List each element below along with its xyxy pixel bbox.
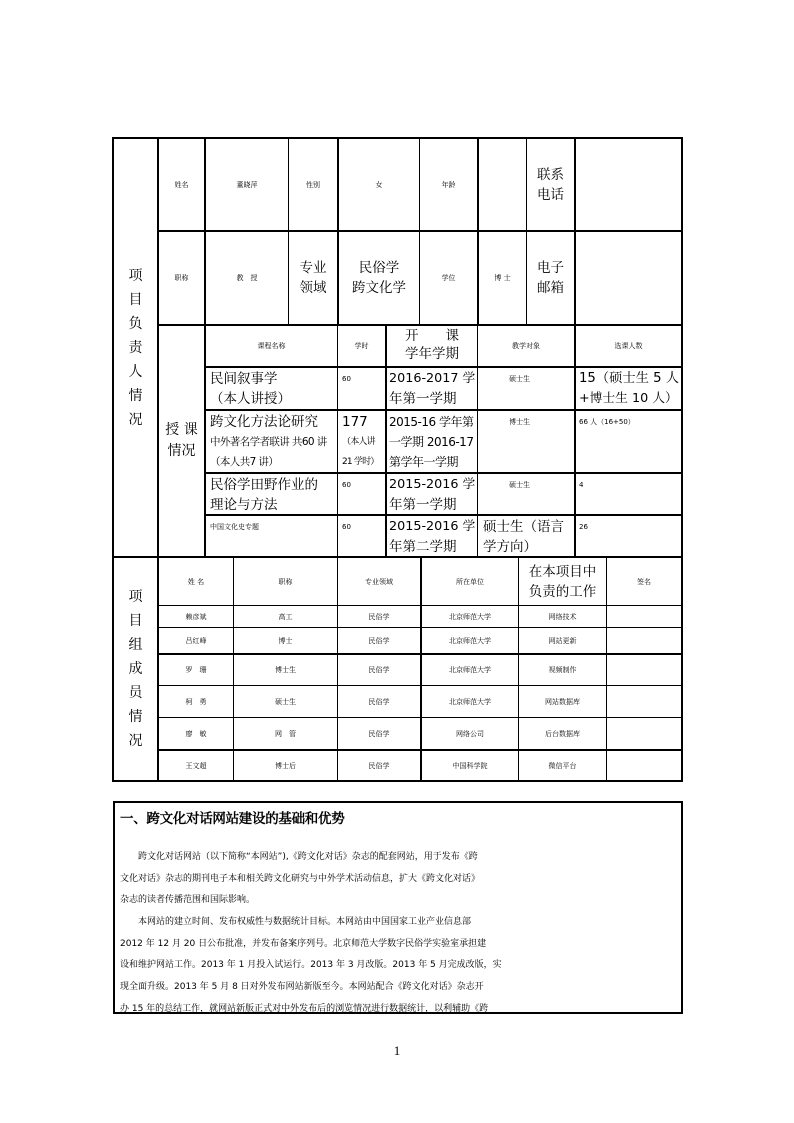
audience-header: 教学对象: [512, 342, 540, 350]
member-signature: [607, 655, 681, 685]
term-line: 年第一学期: [389, 497, 457, 513]
member-role: 网站数据库: [545, 697, 580, 706]
course-cell: 中国文化史专题: [210, 523, 259, 531]
side-char: 况: [128, 411, 143, 428]
course-line: 民俗学田野作业的: [210, 477, 318, 493]
paragraph-line: 杂志的读者传播范围和国际影响。: [120, 895, 256, 906]
paragraph-line: 设和维护网站工作。2013 年 1 月投入试运行。2013 年 3 月改版。2013 年 5 月完成改版，实: [120, 960, 502, 971]
member-signature: [607, 751, 681, 780]
enrollment-cell: 66 人（16+50）: [579, 418, 635, 426]
member-unit: 北京师范大学: [449, 636, 491, 645]
teaching-label-line: 授 课: [165, 422, 198, 438]
teaching-label: [159, 326, 204, 556]
enrollment-cell: 4: [579, 481, 584, 489]
paragraph: [120, 847, 678, 912]
side-char: 目: [128, 291, 143, 308]
member-unit: 北京师范大学: [449, 697, 491, 706]
course-cell: [210, 411, 337, 473]
member-title: 博士: [278, 636, 293, 645]
email-label: [527, 232, 574, 324]
member-signature: [607, 606, 681, 627]
hours-cell: 60: [342, 375, 351, 383]
side-char: 人: [128, 363, 143, 380]
term-line: 2015-16 学年第: [389, 415, 474, 429]
member-signature: [607, 628, 681, 653]
course-line: 民间叙事学: [210, 371, 278, 387]
member-field: 民俗学: [368, 636, 390, 645]
teaching-label-line: 情况: [167, 443, 196, 459]
role-header-line: 负责的工作: [528, 583, 597, 600]
audience-cell: 硕士生: [509, 375, 530, 383]
phone-label: [527, 139, 574, 230]
hours-line: （本人讲: [342, 437, 375, 447]
member-role: 网站更新: [548, 636, 577, 645]
audience-cell: 博士生: [509, 418, 530, 426]
course-line: （本人讲授）: [210, 391, 291, 407]
term-cell: [389, 474, 477, 515]
term-line: 第学年一学期: [389, 455, 459, 469]
member-field: 民俗学: [368, 666, 390, 674]
paragraph-line: 跨文化对话网站（以下简称“本网站”),《跨文化对话》杂志的配套网站，用于发布《跨: [120, 852, 478, 862]
name-label: 姓名: [174, 180, 189, 189]
member-title: 高工: [278, 612, 293, 621]
audience-line: 学方向）: [483, 539, 537, 555]
field-value: [339, 232, 419, 324]
field-label: [289, 232, 337, 324]
term-line: 年第二学期: [389, 539, 457, 555]
audience-cell: [483, 516, 574, 557]
leader-side-label: [114, 139, 157, 556]
hours-cell: 60: [342, 481, 351, 489]
team-role-header: [519, 558, 606, 605]
member-field: 民俗学: [368, 761, 390, 770]
member-unit: 中国科学院: [452, 761, 488, 770]
term-header: [387, 324, 477, 366]
member-role: 后台数据库: [545, 729, 580, 738]
team-title-header: 职称: [278, 577, 293, 586]
degree-label: 学位: [441, 274, 456, 282]
member-title: 硕士生: [275, 697, 296, 706]
page-number: 1: [393, 1043, 401, 1058]
enrollment-line: +博士生 10 人）: [579, 391, 678, 406]
team-field-header: 专业领域: [365, 577, 393, 586]
course-cell: [210, 368, 337, 410]
role-header-line: 在本项目中: [528, 563, 597, 580]
team-unit-header: 所在单位: [456, 577, 484, 586]
member-unit: 网络公司: [456, 729, 484, 738]
course-cell: [210, 474, 337, 515]
member-signature: [607, 686, 681, 717]
term-header-line: 学年学期: [405, 346, 459, 362]
term-cell: [389, 516, 477, 557]
term-line: 2015-2016 学: [389, 519, 476, 534]
term-header-line: 开 课: [405, 328, 459, 344]
member-name: 吕红峰: [185, 636, 207, 645]
course-line: 跨文化方法论研究: [210, 414, 318, 430]
member-name: 柯 勇: [185, 697, 207, 706]
title-value: 教 授: [236, 274, 258, 282]
section-title: 一、跨文化对话网站建设的基础和优势: [120, 811, 345, 827]
side-char: 员: [128, 685, 143, 701]
member-unit: 北京师范大学: [449, 666, 491, 674]
audience-cell: 硕士生: [509, 481, 530, 489]
title-label: 职称: [174, 274, 189, 282]
side-char: 组: [128, 637, 143, 653]
field-label-line: 领域: [299, 280, 327, 296]
hours-header: 学时: [354, 342, 369, 350]
degree-value: 博 士: [494, 274, 511, 282]
paragraph-line: 文化对话》杂志的期刊电子本和相关跨文化研究与中外学术活动信息，扩大《跨文化对话》: [120, 873, 481, 884]
enrollment-header: 选课人数: [614, 342, 643, 350]
text-box: [113, 801, 683, 1014]
member-unit: 北京师范大学: [449, 612, 491, 621]
term-line: 2016-2017 学: [389, 371, 476, 386]
member-signature: [607, 718, 681, 749]
team-signature-header: 签名: [637, 577, 651, 586]
side-char: 况: [128, 733, 143, 749]
phone-value: [576, 139, 681, 230]
member-role: 视频制作: [548, 666, 577, 674]
hours-cell: [342, 411, 385, 473]
member-field: 民俗学: [368, 729, 390, 738]
email-value: [576, 232, 681, 324]
member-field: 民俗学: [368, 697, 390, 706]
field-label-line: 专业: [299, 260, 327, 276]
term-line: 2015-2016 学: [389, 477, 476, 492]
member-name: 罗 珊: [185, 666, 207, 674]
paragraph-line: 现全面升级。2013 年 5 月 8 日对外发布网站新版至今。本网站配合《跨文化对话》杂志开: [120, 982, 484, 993]
member-role: 网络技术: [548, 612, 577, 621]
course-line: 中外著名学者联讲 共60 讲: [210, 436, 327, 448]
side-char: 情: [128, 387, 143, 404]
course-header: 课程名称: [257, 342, 286, 350]
member-name: 廖 敏: [185, 729, 207, 738]
member-title: 博士生: [275, 666, 296, 674]
table-border-bottom: [112, 780, 683, 782]
side-char: 成: [128, 661, 143, 677]
team-side-label: [114, 558, 157, 780]
course-line: （本人共7 讲）: [210, 456, 279, 468]
gender-label: 性别: [306, 180, 320, 189]
hours-line: 21 学时）: [342, 457, 379, 467]
enrollment-cell: [579, 368, 681, 410]
member-role: 微信平台: [548, 761, 577, 770]
course-line: 理论与方法: [210, 497, 278, 513]
side-char: 责: [128, 339, 143, 356]
phone-label-line: 电话: [537, 186, 564, 203]
side-char: 目: [128, 613, 143, 629]
hours-line: 177: [342, 414, 368, 430]
side-char: 情: [128, 709, 143, 725]
hours-cell: 60: [342, 523, 351, 531]
field-value-line: 跨文化学: [352, 280, 406, 296]
name-value: 董晓萍: [236, 180, 258, 189]
side-char: 项: [128, 589, 143, 605]
enrollment-cell: 26: [579, 523, 588, 531]
enrollment-line: 15（硕士生 5 人: [579, 371, 679, 386]
member-title: 网 管: [275, 729, 296, 738]
audience-line: 硕士生（语言: [483, 519, 564, 535]
term-line: 年第一学期: [389, 391, 457, 407]
term-cell: [389, 368, 477, 410]
team-name-header: 姓 名: [187, 577, 205, 586]
paragraph-line: 本网站的建立时间、发布权威性与数据统计目标。本网站由中国国家工业产业信息部: [120, 917, 472, 927]
member-name: 赖彦斌: [185, 612, 207, 621]
paragraph-line: 办 15 年的总结工作，就网站新版正式对中外发布后的浏览情况进行数据统计，以利辅助《跨: [120, 1003, 489, 1014]
member-field: 民俗学: [368, 612, 390, 621]
field-value-line: 民俗学: [358, 260, 400, 276]
email-label-line: 电子: [537, 260, 564, 276]
phone-label-line: 联系: [537, 166, 564, 183]
term-line: 一学期 2016-17: [389, 435, 474, 449]
age-label: 年龄: [441, 180, 456, 189]
gender-value: 女: [375, 180, 383, 189]
email-label-line: 邮箱: [537, 280, 564, 296]
term-cell: [389, 411, 477, 473]
member-title: 博士后: [275, 761, 296, 770]
paragraph: [120, 912, 678, 1021]
side-char: 负: [128, 315, 143, 332]
side-char: 项: [128, 267, 143, 284]
paragraph-line: 2012 年 12 月 20 日公布批准，并发布备案序列号。北京师范大学数字民俗学实验室承担建: [120, 938, 487, 949]
age-value: [479, 139, 526, 230]
member-name: 王文超: [185, 761, 207, 770]
